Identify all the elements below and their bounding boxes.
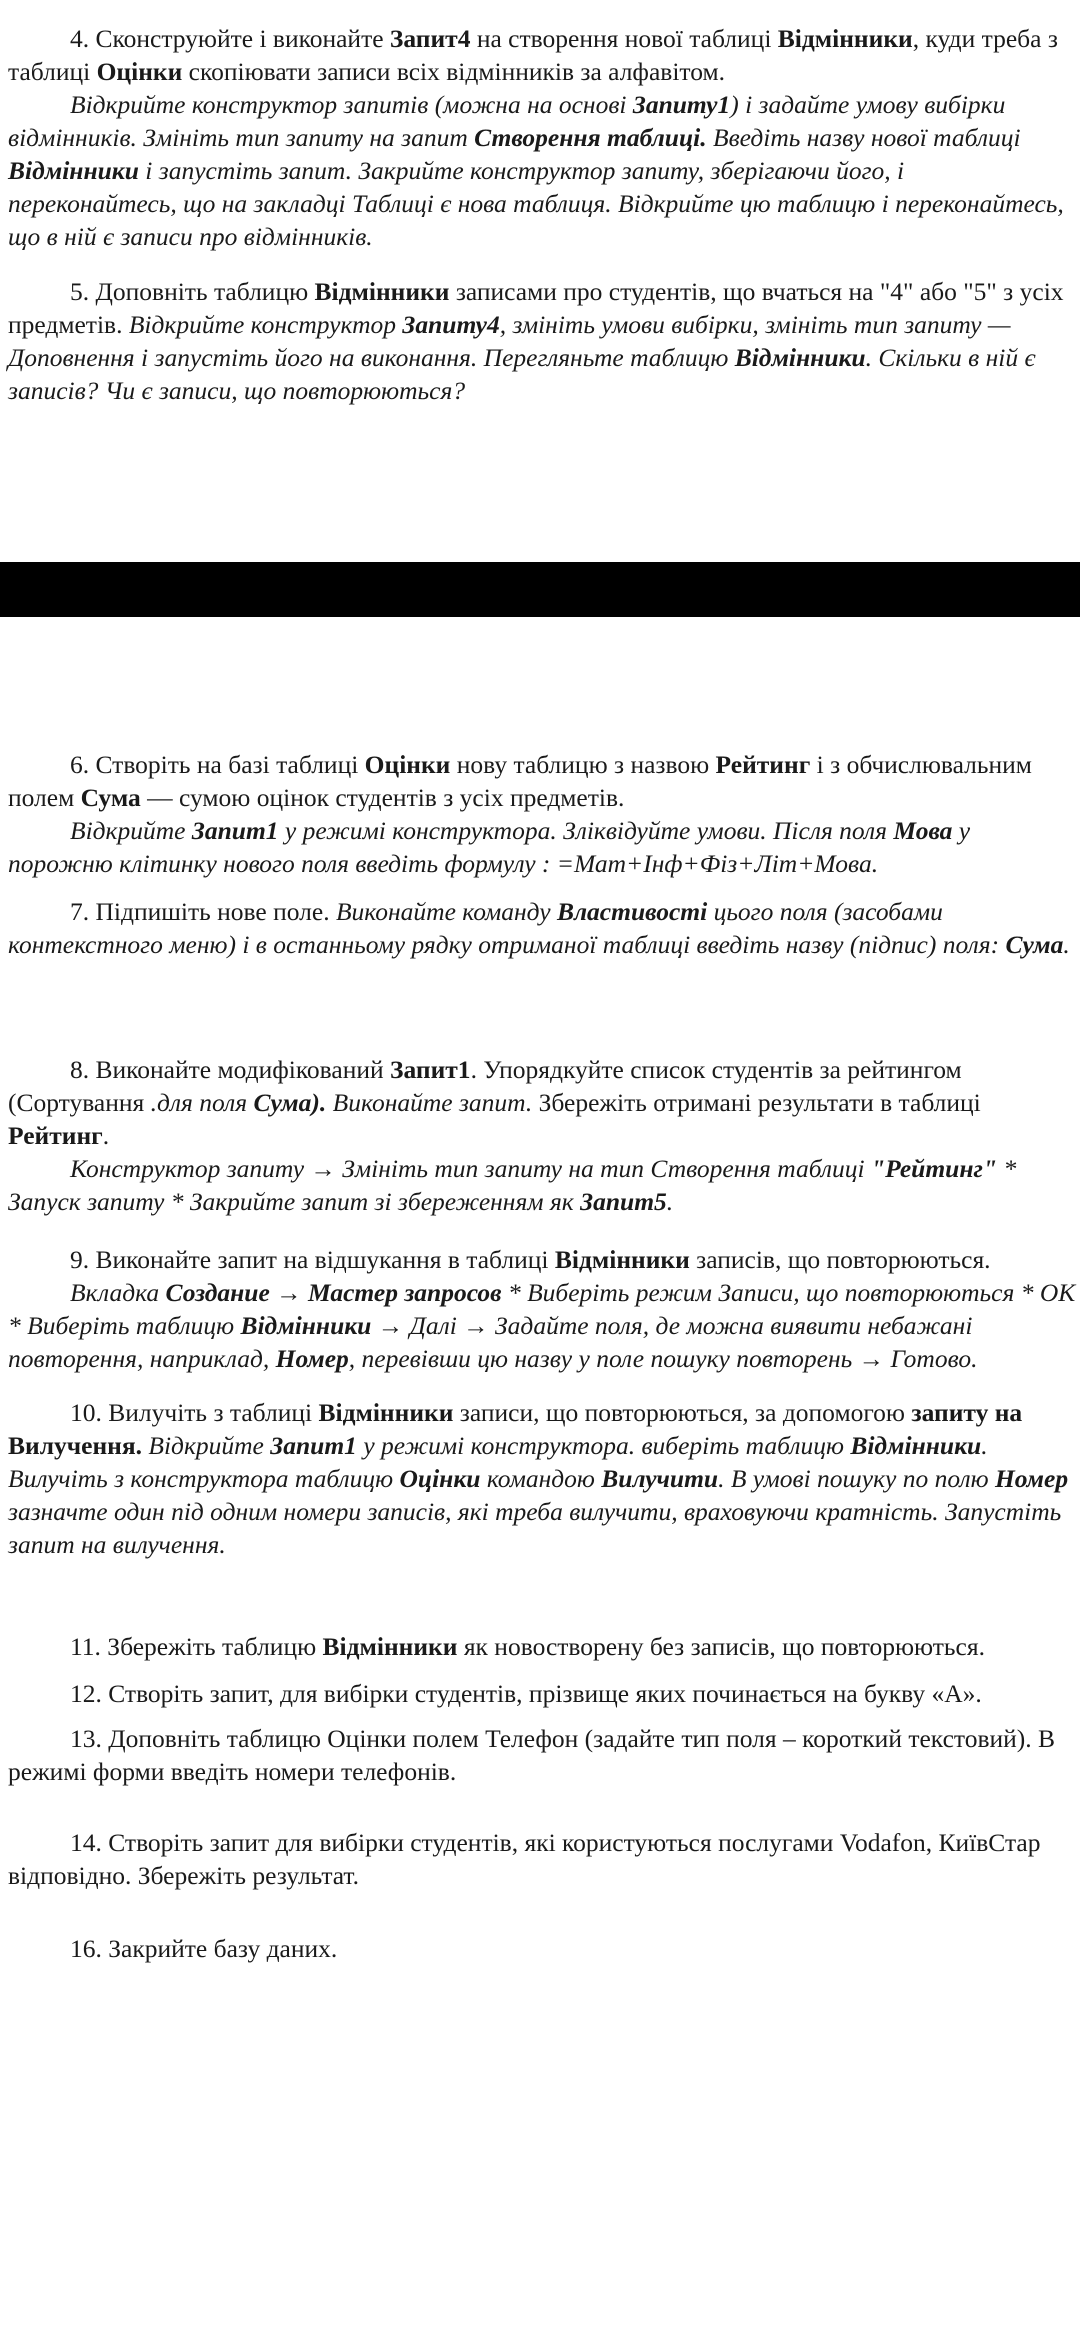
task-13 [8,1722,1076,1788]
task-5-statement: 5. Доповніть таблицю Відмінники записами про студентів, що вчаться на "4" або "5" з усіх предметів. Відкрийте конструктор Запиту4, змініть умови вибірки, змініть тип запиту — Доповнення і запустіть його на виконання. Перегляньте таблицю Відмінники. Скільки в ній є записів? Чи є записи, що повторюються? [8,277,1064,405]
task-4-statement: 4. Сконструюйте і виконайте Запит4 на створення нової таблиці Відмінники, куди треба з таблиці Оцінки скопіювати записи всіх відмінників за алфавітом. [8,24,1058,86]
task-16-statement: 16. Закрийте базу даних. [70,1934,338,1963]
task-4 [8,22,1076,253]
task-6-instructions: Відкрийте Запит1 у режимі конструктора. Зліквідуйте умови. Після поля Мова у порожню клітинку нового поля введіть формулу : =Мат+Інф+Фіз+Літ+Мова. [8,816,971,878]
task-10-statement: 10. Вилучіть з таблиці Відмінники записи, що повторюються, за допомогою запиту на Вилучення. Відкрийте Запит1 у режимі конструктора. виберіть таблицю Відмінники. Вилучіть з конструктора таблицю Оцінки командою Вилучити. В умові пошуку по полю Номер зазначте один під одним номери записів, які треба вилучити, враховуючи кратність. Запустіть запит на вилучення. [8,1398,1069,1559]
task-8-instructions: Конструктор запиту → Змініть тип запиту на тип Створення таблиці "Рейтинг" * Запуск запиту * Закрийте запит зі збереженням як Запит5. [8,1154,1017,1216]
task-11-statement: 11. Збережіть таблицю Відмінники як новостворену без записів, що повторюються. [70,1632,985,1661]
black-bar [0,562,1080,617]
task-9-statement: 9. Виконайте запит на відшукання в таблиці Відмінники записів, що повторюються. [70,1245,991,1274]
task-9 [8,1243,1076,1375]
task-7-statement: 7. Підпишіть нове поле. Виконайте команду Властивості цього поля (засобами контекстного меню) і в останньому рядку отриманої таблиці введіть назву (підпис) поля: Сума. [8,897,1070,959]
task-14-statement: 14. Створіть запит для вибірки студентів, які користуються послугами Vodafon, КиївСтар відповідно. Збережіть результат. [8,1828,1041,1890]
task-12-statement: 12. Створіть запит, для вибірки студентів, прізвище яких починається на букву «А». [70,1679,982,1708]
task-4-instructions: Відкрийте конструктор запитів (можна на основі Запиту1) і задайте умову вибірки відмінників. Змініть тип запиту на запит Створення таблиці. Введіть назву нової таблиці Відмінники і запустіть запит. Закрийте конструктор запиту, зберігаючи його, і переконайтесь, що на закладці Таблиці є нова таблиця. Відкрийте цю таблицю і переконайтесь, що в ній є записи про відмінників. [8,90,1064,251]
task-13-statement: 13. Доповніть таблицю Оцінки полем Телефон (задайте тип поля – короткий текстовий). В режимі форми введіть номери телефонів. [8,1724,1056,1786]
task-14 [8,1826,1076,1892]
task-16 [8,1932,1076,1965]
task-10 [8,1396,1076,1561]
task-6-statement: 6. Створіть на базі таблиці Оцінки нову таблицю з назвою Рейтинг і з обчислювальним полем Сума — сумою оцінок студентів з усіх предметів. [8,750,1032,812]
task-5 [8,275,1076,407]
task-7 [8,895,1076,961]
task-6 [8,748,1076,880]
task-8 [8,1053,1076,1218]
task-12 [8,1677,1076,1710]
task-8-statement: 8. Виконайте модифікований Запит1. Упорядкуйте список студентів за рейтингом (Сортування .для поля Сума). Виконайте запит. Збережіть отримані результати в таблиці Рейтинг. [8,1055,981,1150]
task-9-instructions: Вкладка Создание → Мастер запросов * Виберіть режим Записи, що повторюються * ОК * Виберіть таблицю Відмінники → Далі → Задайте поля, де можна виявити небажані повторення, наприклад, Номер, перевівши цю назву у поле пошуку повторень → Готово. [8,1278,1076,1373]
task-11 [8,1630,1076,1663]
